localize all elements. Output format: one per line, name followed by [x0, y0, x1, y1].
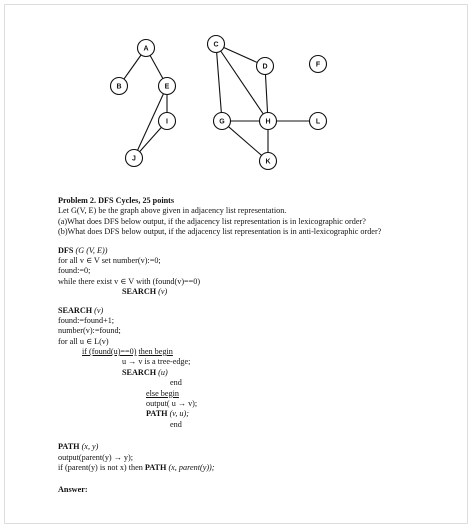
- node-A: [138, 40, 155, 57]
- svg-text:G: G: [219, 118, 225, 126]
- path-line-2: if (parent(y) is not x) then PATH (x, parent(y));: [58, 462, 215, 472]
- edge-G-K: [222, 118, 271, 161]
- node-H: [260, 113, 277, 130]
- node-B: [111, 78, 128, 95]
- node-D: [257, 58, 274, 75]
- edge-C-G: [216, 44, 222, 121]
- node-E: [159, 78, 176, 95]
- dfs-line-2: found:=0;: [58, 266, 91, 276]
- answer-label: Answer:: [58, 485, 88, 495]
- node-I: [159, 113, 176, 130]
- svg-text:B: B: [116, 83, 122, 91]
- dfs-line-3: while there exist v ∈ V with (found(v)==0): [58, 276, 201, 286]
- node-J: [126, 150, 143, 167]
- dfs-signature: DFS (G (V, E)): [58, 245, 108, 255]
- problem-heading: Problem 2. DFS Cycles, 25 points: [58, 196, 175, 205]
- search-line-10: PATH (v, u);: [146, 409, 189, 419]
- svg-text:A: A: [143, 45, 149, 53]
- search-line-9: output( u → v);: [146, 399, 198, 409]
- dfs-line-1: for all v ∈ V set number(v):=0;: [58, 255, 161, 265]
- search-line-6: SEARCH (u): [122, 367, 168, 377]
- graph-figure: [0, 0, 474, 190]
- svg-text:L: L: [315, 118, 321, 126]
- search-line-5: u → v is a tree-edge;: [122, 357, 191, 367]
- search-line-8: else begin: [146, 388, 179, 398]
- problem-text: [58, 196, 458, 496]
- node-G: [214, 113, 231, 130]
- node-K: [260, 153, 277, 170]
- search-line-4: if (found(u)==0) then begin: [82, 347, 173, 357]
- svg-text:D: D: [262, 63, 268, 71]
- search-line-2: number(v):=found;: [58, 326, 121, 336]
- dfs-line-4: SEARCH (v): [122, 287, 168, 297]
- graph-edges: [119, 41, 318, 161]
- problem-intro: Let G(V, E) be the graph above given in adjacency list representation.: [58, 206, 287, 216]
- svg-text:H: H: [265, 118, 271, 126]
- search-line-3: for all u ∈ L(v): [58, 336, 109, 346]
- search-line-11: end: [170, 419, 182, 429]
- svg-text:I: I: [166, 118, 168, 126]
- search-signature: SEARCH (v): [58, 305, 104, 315]
- svg-text:C: C: [213, 41, 219, 49]
- path-signature: PATH (x, y): [58, 442, 99, 452]
- problem-part-a: (a)What does DFS below output, if the adjacency list representation is in lexicographic order?: [58, 216, 366, 226]
- search-line-7: end: [170, 378, 182, 388]
- node-C: [208, 36, 225, 53]
- search-line-1: found:=found+1;: [58, 315, 115, 325]
- node-L: [310, 113, 327, 130]
- path-line-1: output(parent(y) → y);: [58, 452, 134, 462]
- problem-part-b: (b)What does DFS below output, if the adjacency list representation is in anti-lexicographic order?: [58, 227, 382, 237]
- svg-text:J: J: [132, 155, 136, 163]
- node-F: [310, 56, 327, 73]
- svg-text:K: K: [265, 158, 271, 166]
- graph-nodes: [111, 36, 327, 170]
- svg-text:F: F: [315, 61, 321, 69]
- svg-text:E: E: [164, 83, 170, 91]
